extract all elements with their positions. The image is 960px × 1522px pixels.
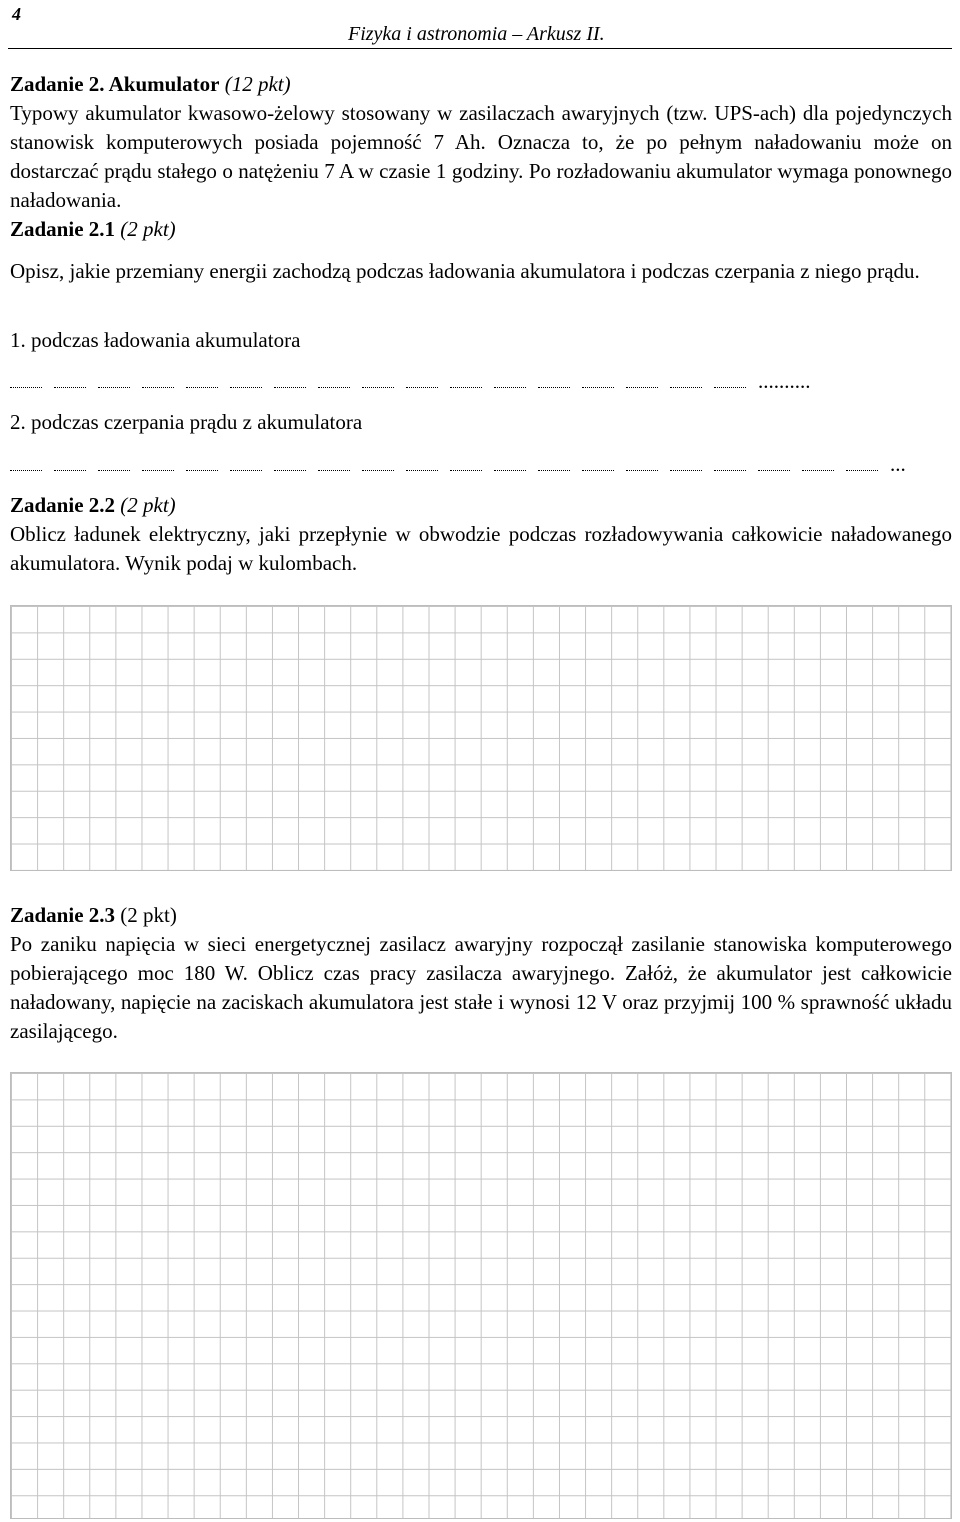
task2-2-heading xyxy=(10,491,952,520)
task2-1-heading xyxy=(10,215,952,244)
task2-heading xyxy=(10,70,952,99)
task2-1-item2: 2. podczas czerpania prądu z akumulatora xyxy=(10,410,363,434)
task2-2-points: (2 pkt) xyxy=(120,493,176,517)
task2-1-item1: 1. podczas ładowania akumulatora xyxy=(10,328,301,352)
task2-2-question: Oblicz ładunek elektryczny, jaki przepłynie w obwodzie podczas rozładowywania całkowicie naładowanego akumulatora. Wynik podaj w kulombach. xyxy=(10,522,952,575)
task2-3-question: Po zaniku napięcia w sieci energetycznej zasilacz awaryjny rozpoczął zasilanie stanowiska komputerowego pobierającego moc 180 W. Oblicz czas pracy zasilacza awaryjnego. Załóż, że akumulator jest całkowicie naładowany, napięcie na zaciskach akumulatora jest stałe i wynosi 12 V oraz przyjmij 100 % sprawność układu zasilającego. xyxy=(10,932,952,1043)
page-header xyxy=(8,0,952,49)
task2-title: Zadanie 2. Akumulator xyxy=(10,72,220,96)
task2-intro: Typowy akumulator kwasowo-żelowy stosowany w zasilaczach awaryjnych (tzw. UPS-ach) dla pojedynczych stanowisk komputerowych posiada pojemność 7 Ah. Oznacza to, że po pełnym naładowaniu może on dostarczać prądu stałego o natężeniu 7 A w czasie 1 godziny. Po rozładowaniu akumulator wymaga ponownego naładowania. xyxy=(10,101,952,212)
task2-1-points: (2 pkt) xyxy=(120,217,176,241)
answer-line-2-end: ... xyxy=(890,452,906,476)
task2-1-title: Zadanie 2.1 xyxy=(10,217,116,241)
answer-grid-2-2[interactable] xyxy=(10,605,952,871)
task2-2-title: Zadanie 2.2 xyxy=(10,493,116,517)
task2-3-points: (2 pkt) xyxy=(120,903,177,927)
running-title: Fizyka i astronomia – Arkusz II. xyxy=(348,23,605,45)
answer-grid-2-3[interactable] xyxy=(10,1072,952,1519)
task2-points: (12 pkt) xyxy=(224,72,291,96)
answer-line-2[interactable] xyxy=(10,450,950,479)
task2-3-heading xyxy=(10,901,952,930)
task2-1-question: Opisz, jakie przemiany energii zachodzą podczas ładowania akumulatora i podczas czerpania z niego prądu. xyxy=(10,259,920,283)
answer-line-1[interactable] xyxy=(10,367,950,396)
answer-line-1-end: .......... xyxy=(758,369,811,393)
task2-3-title: Zadanie 2.3 xyxy=(10,903,116,927)
page-number: 4 xyxy=(12,4,21,24)
